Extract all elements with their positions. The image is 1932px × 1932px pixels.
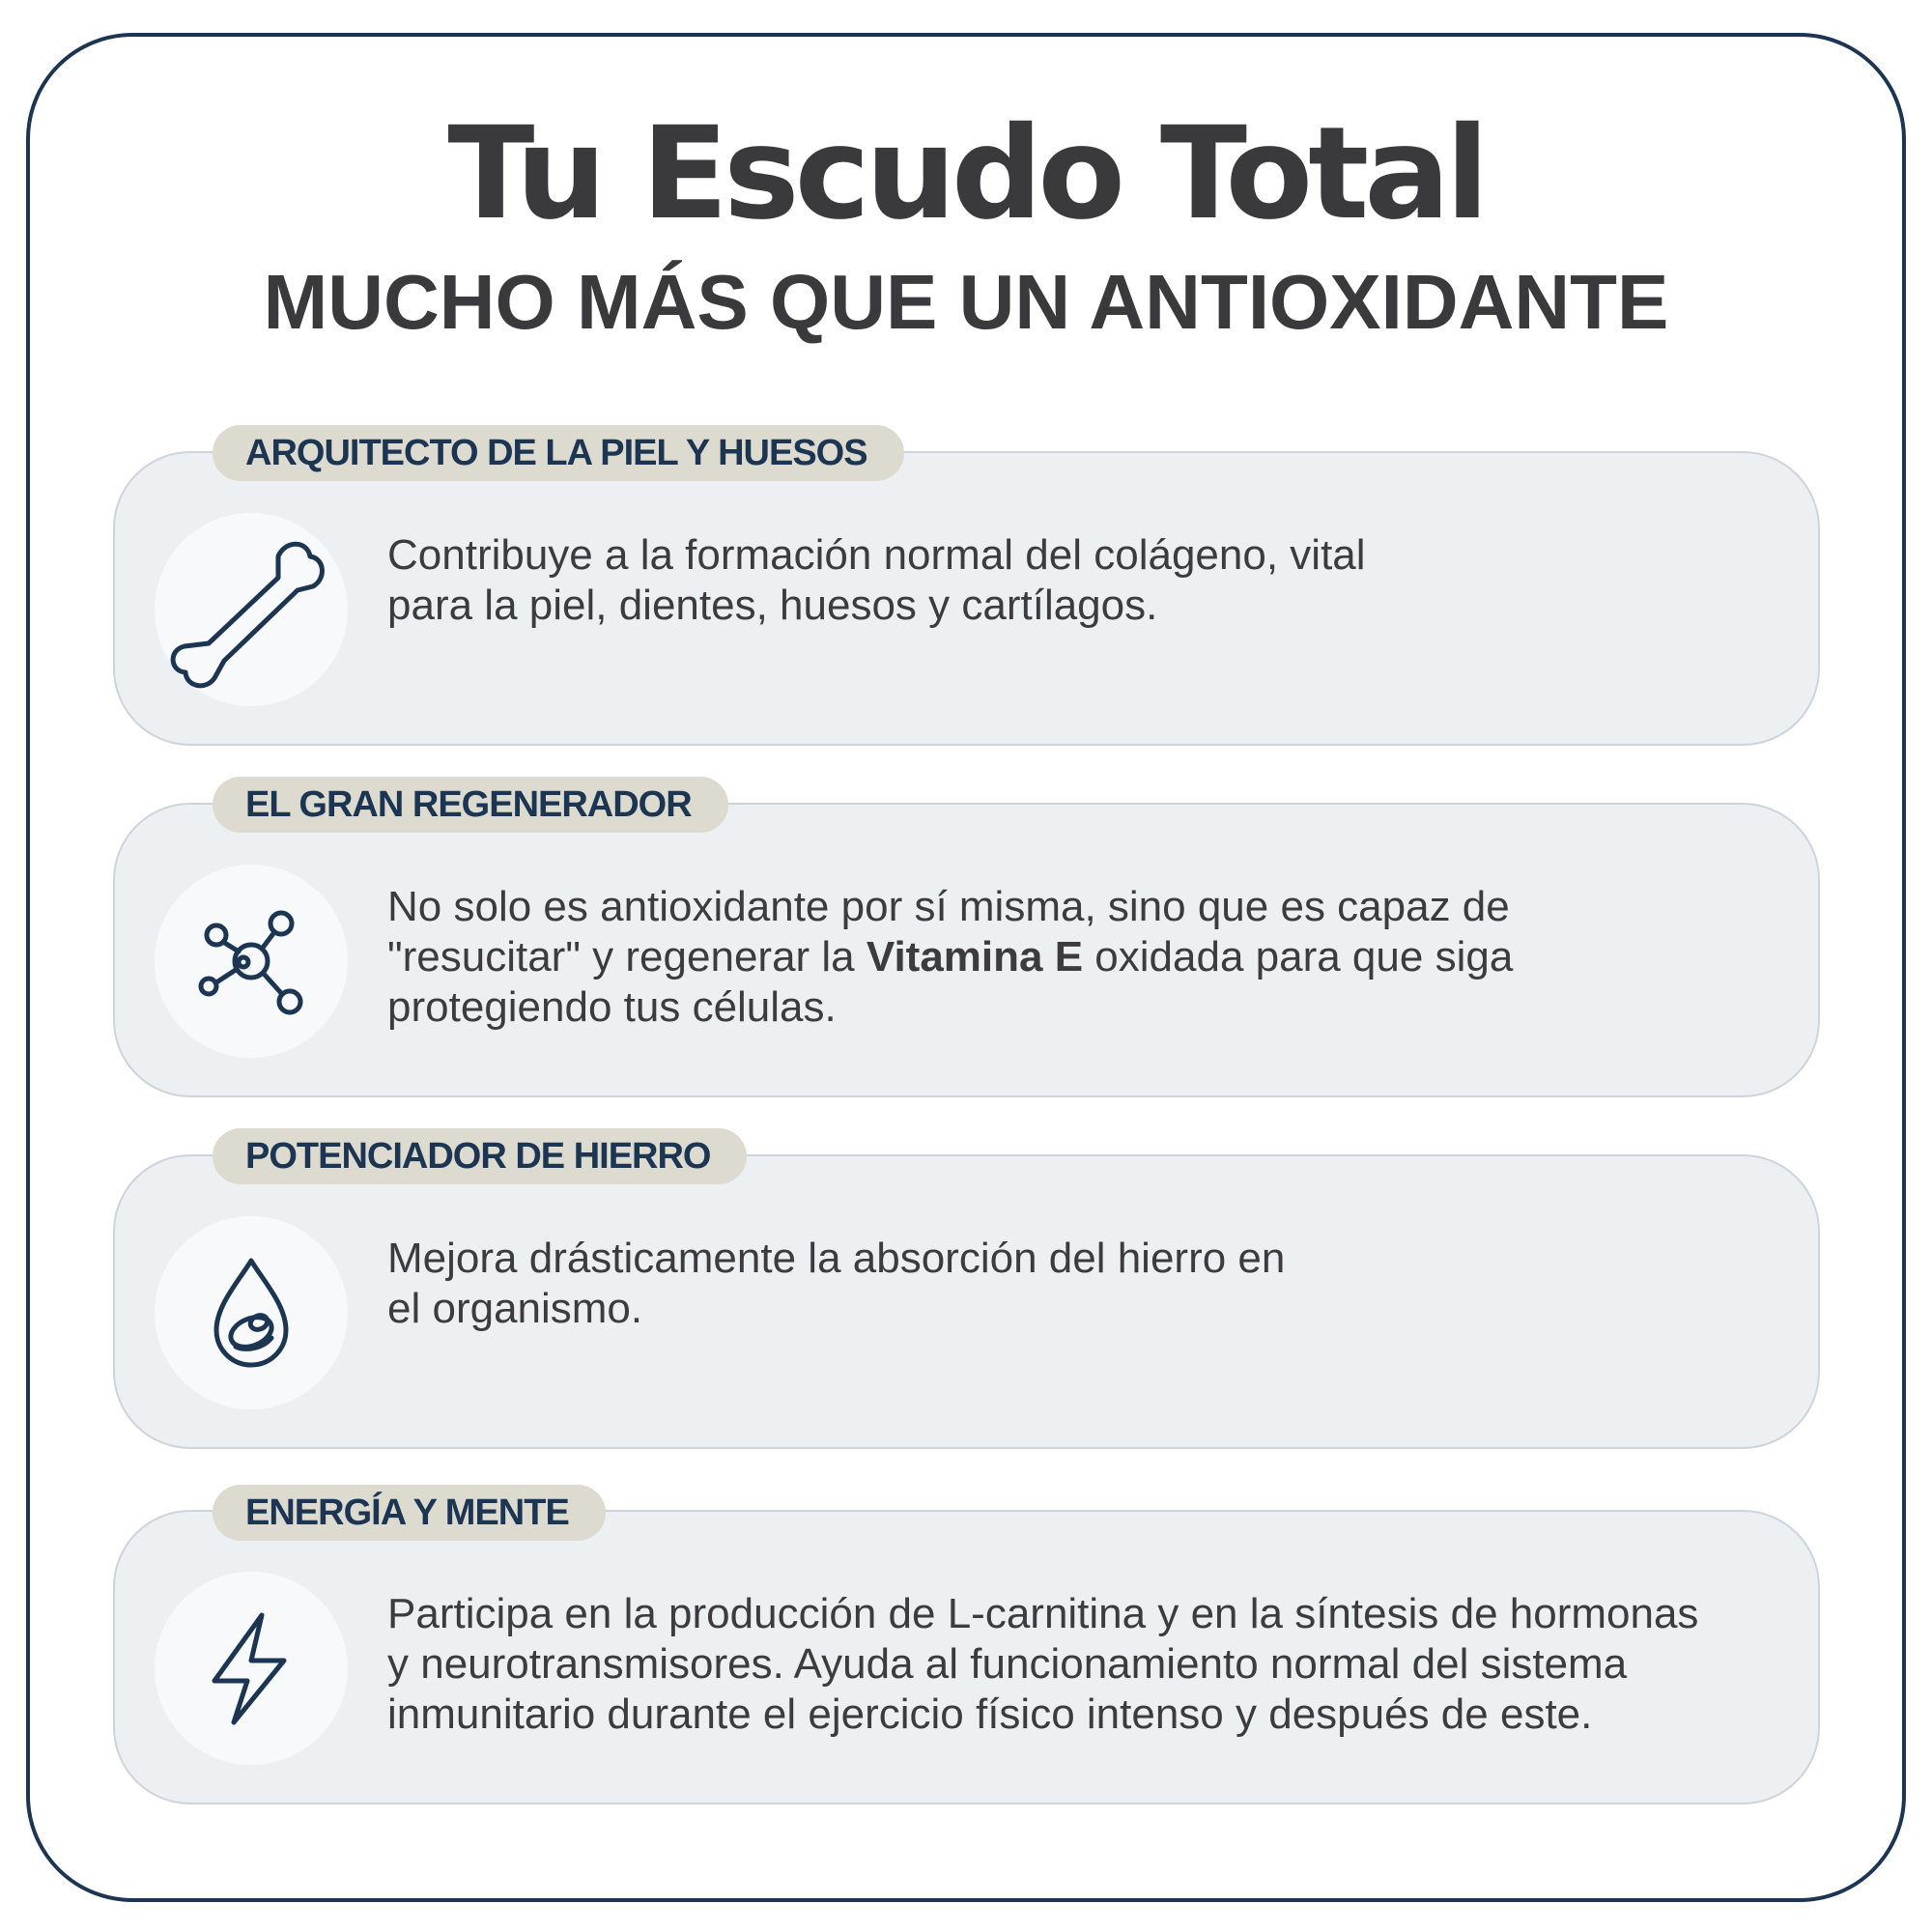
- benefit-card-skin-bones: [113, 451, 1820, 746]
- benefit-description: [387, 1234, 1807, 1334]
- description-line: Mejora drásticamente la absorción del hierro en: [387, 1235, 1286, 1282]
- description-line: y neurotransmisores. Ayuda al funcionamiento normal del sistema: [387, 1640, 1628, 1688]
- benefit-tag: ENERGÍA Y MENTE: [213, 1485, 606, 1541]
- description-line: el organismo.: [387, 1285, 643, 1332]
- icon-circle: [155, 1216, 348, 1409]
- page-subtitle: MUCHO MÁS QUE UN ANTIOXIDANTE: [263, 259, 1669, 345]
- benefit-tag: ARQUITECTO DE LA PIEL Y HUESOS: [213, 425, 904, 481]
- page-title: Tu Escudo Total: [447, 99, 1485, 248]
- benefit-description: [387, 530, 1807, 631]
- highlight-vitamin-e: Vitamina E: [866, 933, 1084, 980]
- icon-circle: [155, 865, 348, 1058]
- benefit-tag: EL GRAN REGENERADOR: [213, 777, 728, 833]
- description-text: oxidada para que siga: [1083, 933, 1514, 980]
- benefit-card-energy: [113, 1510, 1820, 1804]
- iron-drop-icon: [155, 1216, 348, 1409]
- benefit-description: [387, 1589, 1807, 1740]
- description-line: Contribuye a la formación normal del colágeno, vital: [387, 531, 1366, 579]
- benefit-card-iron: [113, 1154, 1820, 1449]
- benefit-description: [387, 882, 1807, 1033]
- description-line: inmunitario durante el ejercicio físico intenso y después de este.: [387, 1690, 1593, 1738]
- description-line: para la piel, dientes, huesos y cartílagos.: [387, 582, 1158, 629]
- lightning-icon: [155, 1572, 348, 1765]
- description-line: protegiendo tus células.: [387, 983, 837, 1031]
- icon-circle: [155, 1572, 348, 1765]
- molecule-icon: [155, 865, 348, 1058]
- description-line: No solo es antioxidante por sí misma, sino que es capaz de: [387, 883, 1510, 930]
- description-text: "resucitar" y regenerar la: [387, 933, 867, 980]
- benefit-tag: POTENCIADOR DE HIERRO: [213, 1128, 747, 1184]
- description-line: Participa en la producción de L-carnitina y en la síntesis de hormonas: [387, 1590, 1699, 1637]
- bone-icon: [155, 513, 348, 706]
- benefit-card-regenerator: [113, 803, 1820, 1097]
- icon-circle: [155, 513, 348, 706]
